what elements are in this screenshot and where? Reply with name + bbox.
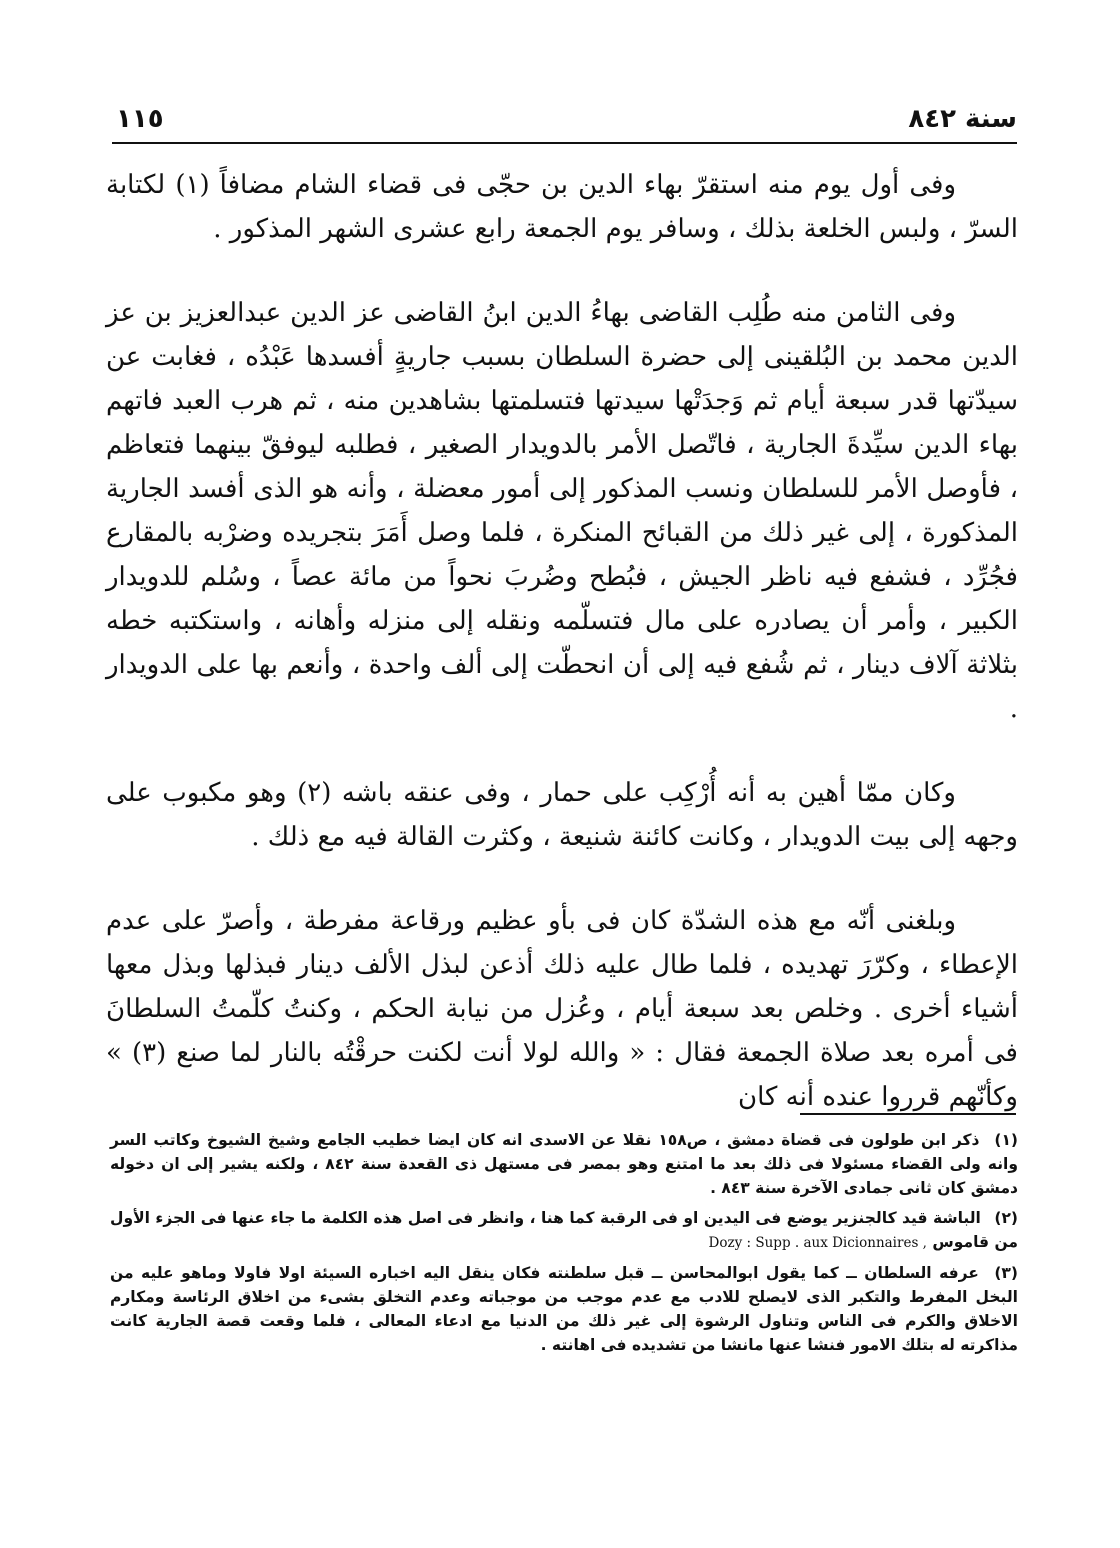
footnote-text: عرفه السلطان ــ كما يقول ابوالمحاسن ــ قبل سلطنته فكان ينقل اليه اخباره السيئة اولا فاولا وماهو عليه من البخل المفرط والتكبر الذى لايصلح للادب مع عدم موجب من موجباته وعدم التخلق بشىء من اخلاق الرئاسة ومكارم الاخلاق والكرم فى الناس وتناول الرشوة إلى غير ذلك من الدنيا مع ادعاء المعالى ، فلما وقعت قصة الجارية كانت مذاكرته له بتلك الامور فنشا عنها مانشا من تشديده فى اهانته . — [110, 1264, 1018, 1354]
footnote — [110, 1128, 1018, 1200]
page-number: ١١٥ — [116, 104, 164, 134]
footnote-text: الباشة قيد كالجنزير يوضع فى اليدين او فى الرقبة كما هنا ، وانظر فى اصل هذه الكلمة ما جاء عنها فى الجزء الأول من قاموس — [110, 1209, 1018, 1251]
footnote-number: (٣) — [994, 1264, 1018, 1282]
footnote-divider — [800, 1113, 1016, 1115]
paragraph: وكان ممّا أهين به أنه أُرْكِب على حمار ، وفى عنقه باشه (٢) وهو مكبوب على وجهه إلى بيت الدويدار ، وكانت كائنة شنيعة ، وكثرت القالة فيه مع ذلك . — [106, 778, 1018, 852]
footnote — [110, 1206, 1018, 1255]
footnote-latin-reference: Dozy : Supp . aux Dicionnaires , — [708, 1235, 927, 1251]
page-header — [112, 98, 1017, 144]
paragraph-gap — [106, 859, 1018, 899]
paragraph-gap — [106, 251, 1018, 291]
footnote-number: (١) — [994, 1131, 1018, 1149]
footnote-number: (٢) — [994, 1209, 1018, 1227]
footnote — [110, 1261, 1018, 1357]
paragraph: وفى أول يوم منه استقرّ بهاء الدين بن حجّى فى قضاء الشام مضافاً (١) لكتابة السرّ ، ولبس الخلعة بذلك ، وسافر يوم الجمعة رابع عشرى الشهر المذكور . — [106, 170, 1018, 244]
paragraph-gap — [106, 731, 1018, 771]
running-title: سنة ٨٤٢ — [908, 104, 1017, 134]
paragraph: وفى الثامن منه طُلِب القاضى بهاءُ الدين ابنُ القاضى عز الدين عبدالعزيز بن عز الدين محمد بن البُلقينى إلى حضرة السلطان بسبب جاريةٍ أفسدها عَبْدُه ، فغابت عن سيدّتها قدر سبعة أيام ثم وَجدَتْها سيدتها فتسلمتها بشاهدين منه ، ثم هرب العبد فاتهم بهاء الدين سيِّدةَ الجارية ، فاتّصل الأمر بالدويدار الصغير ، فطلبه ليوفقّ بينهما فتعاظم ، فأوصل الأمر للسلطان ونسب المذكور إلى أمور معضلة ، وأنه هو الذى أفسد الجارية المذكورة ، إلى غير ذلك من القبائح المنكرة ، فلما وصل أَمَرَ بتجريده وضرْبه بالمقارع فجُرِّد ، فشفع فيه ناظر الجيش ، فبُطح وضُربَ نحواً من مائة عصاً ، وسُلم للدويدار الكبير ، وأمر أن يصادره على مال فتسلّمه ونقله إلى منزله وأهانه ، واستكتبه خطه بثلاثة آلاف دينار ، ثم شُفع فيه إلى أن انحطّت إلى ألف واحدة ، وأنعم بها على الدويدار . — [106, 298, 1019, 724]
main-text — [106, 163, 1018, 1119]
paragraph: وبلغنى أنّه مع هذه الشدّة كان فى بأو عظيم ورقاعة مفرطة ، وأصرّ على عدم الإعطاء ، وكرّرَ تهديده ، فلما طال عليه ذلك أذعن لبذل الألف دينار فبذلها وبذل معها أشياء أخرى . وخلص بعد سبعة أيام ، وعُزل من نيابة الحكم ، وكنتُ كلّمتُ السلطانَ فى أمره بعد صلاة الجمعة فقال : « والله لولا أنت لكنت حرقْتُه بالنار لما صنع (٣) » وكأنّهم قرروا عنده أنه كان — [106, 906, 1018, 1112]
footnote-text: ذكر ابن طولون فى قضاة دمشق ، ص١٥٨ نقلا عن الاسدى انه كان ايضا خطيب الجامع وشيخ الشيوخ وكاتب السر وانه ولى القضاء مسئولا فى ذلك بعد ما امتنع وهو بمصر فى مستهل ذى القعدة سنة ٨٤٢ ، ولكنه يشير إلى ان دخوله دمشق كان ثانى جمادى الآخرة سنة ٨٤٣ . — [110, 1131, 1018, 1197]
footnotes — [110, 1128, 1018, 1363]
